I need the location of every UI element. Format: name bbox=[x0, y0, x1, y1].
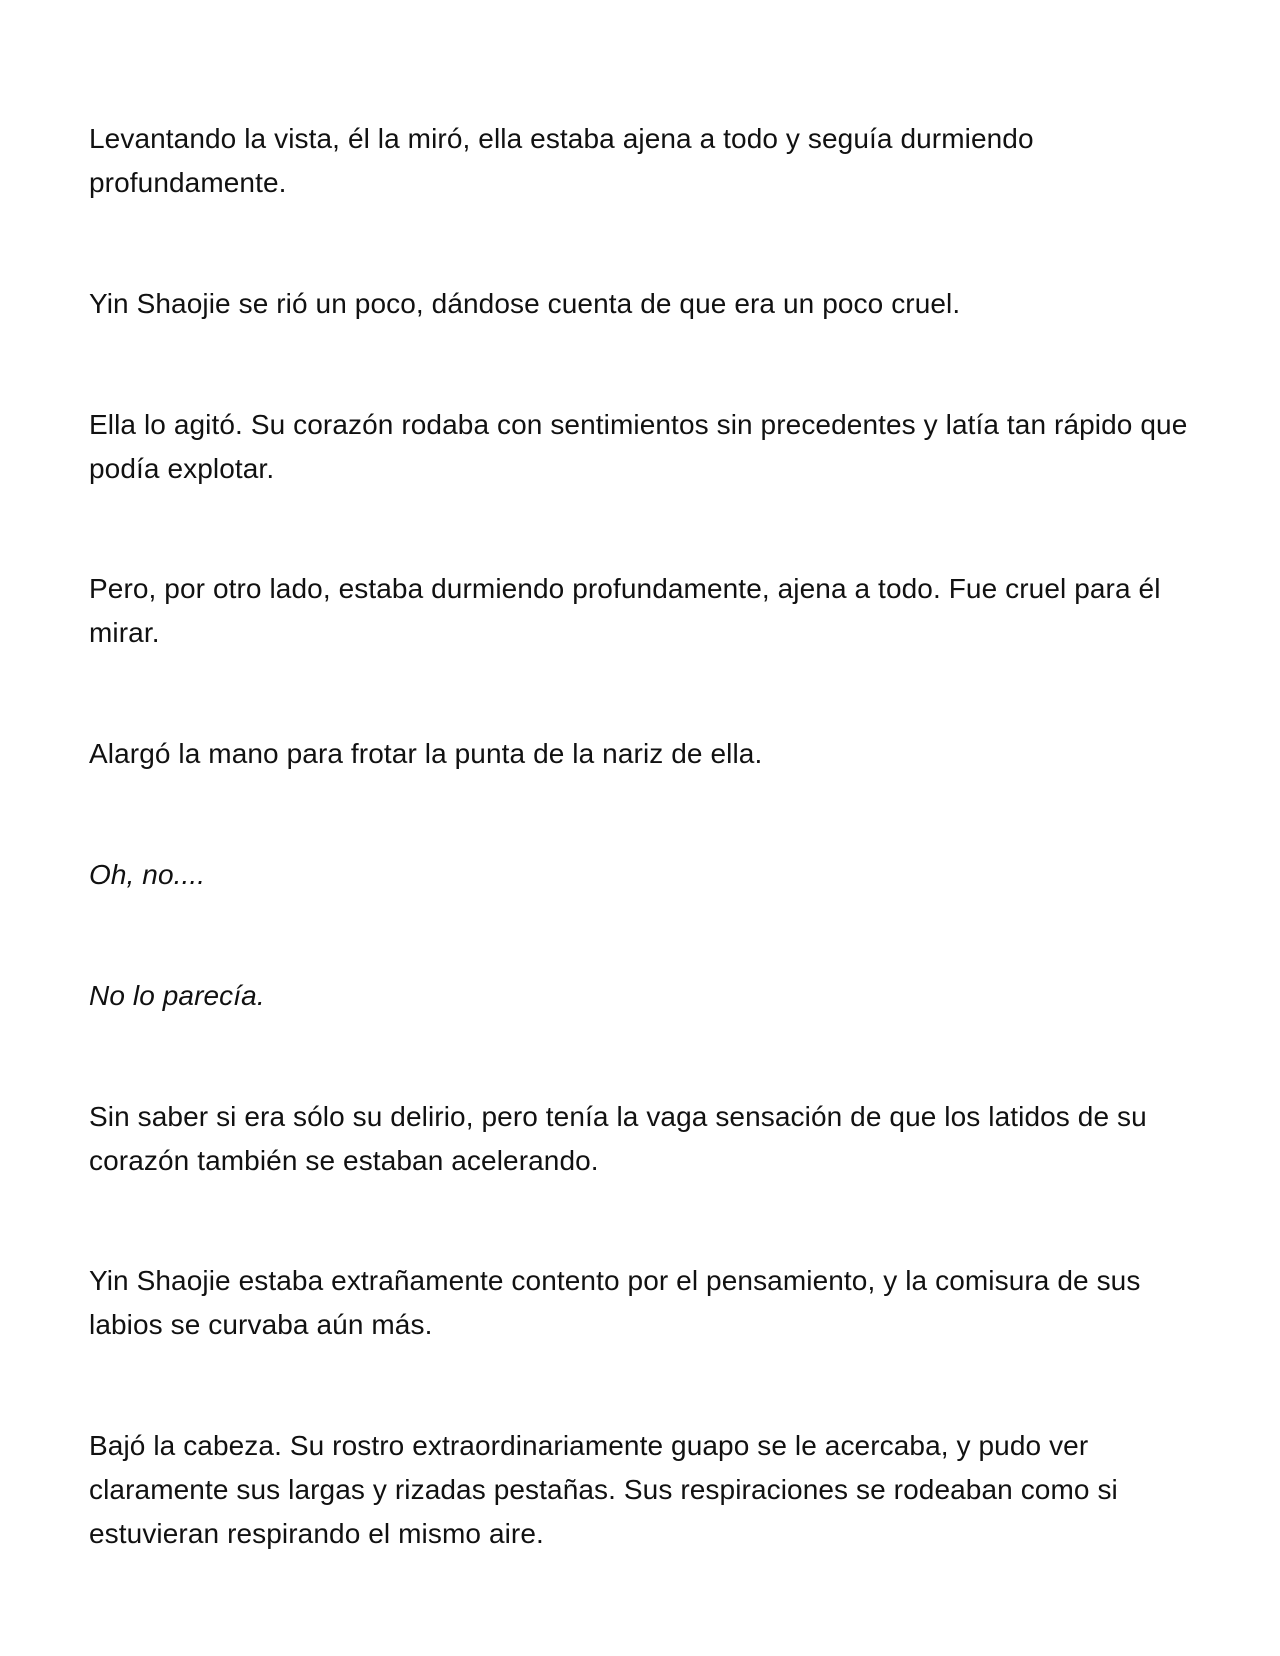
paragraph-7-italic: No lo parecía. bbox=[89, 980, 265, 1011]
paragraph-6-italic: Oh, no.... bbox=[89, 859, 206, 890]
paragraph-3: Ella lo agitó. Su corazón rodaba con sentimientos sin precedentes y latía tan rápido que podía explotar. bbox=[89, 409, 1188, 484]
paragraph-5: Alargó la mano para frotar la punta de la nariz de ella. bbox=[89, 738, 763, 769]
paragraph-10: Bajó la cabeza. Su rostro extraordinariamente guapo se le acercaba, y pudo ver claramente sus largas y rizadas pestañas. Sus respiraciones se rodeaban como si estuvieran respirando el mismo aire. bbox=[89, 1430, 1118, 1549]
paragraph-9: Yin Shaojie estaba extrañamente contento por el pensamiento, y la comisura de sus labios se curvaba aún más. bbox=[89, 1265, 1141, 1340]
paragraph-2: Yin Shaojie se rió un poco, dándose cuenta de que era un poco cruel. bbox=[89, 288, 961, 319]
paragraph-8: Sin saber si era sólo su delirio, pero tenía la vaga sensación de que los latidos de su corazón también se estaban acelerando. bbox=[89, 1101, 1147, 1176]
paragraph-1: Levantando la vista, él la miró, ella estaba ajena a todo y seguía durmiendo profundamente. bbox=[89, 123, 1034, 198]
paragraph-4: Pero, por otro lado, estaba durmiendo profundamente, ajena a todo. Fue cruel para él mirar. bbox=[89, 573, 1161, 648]
